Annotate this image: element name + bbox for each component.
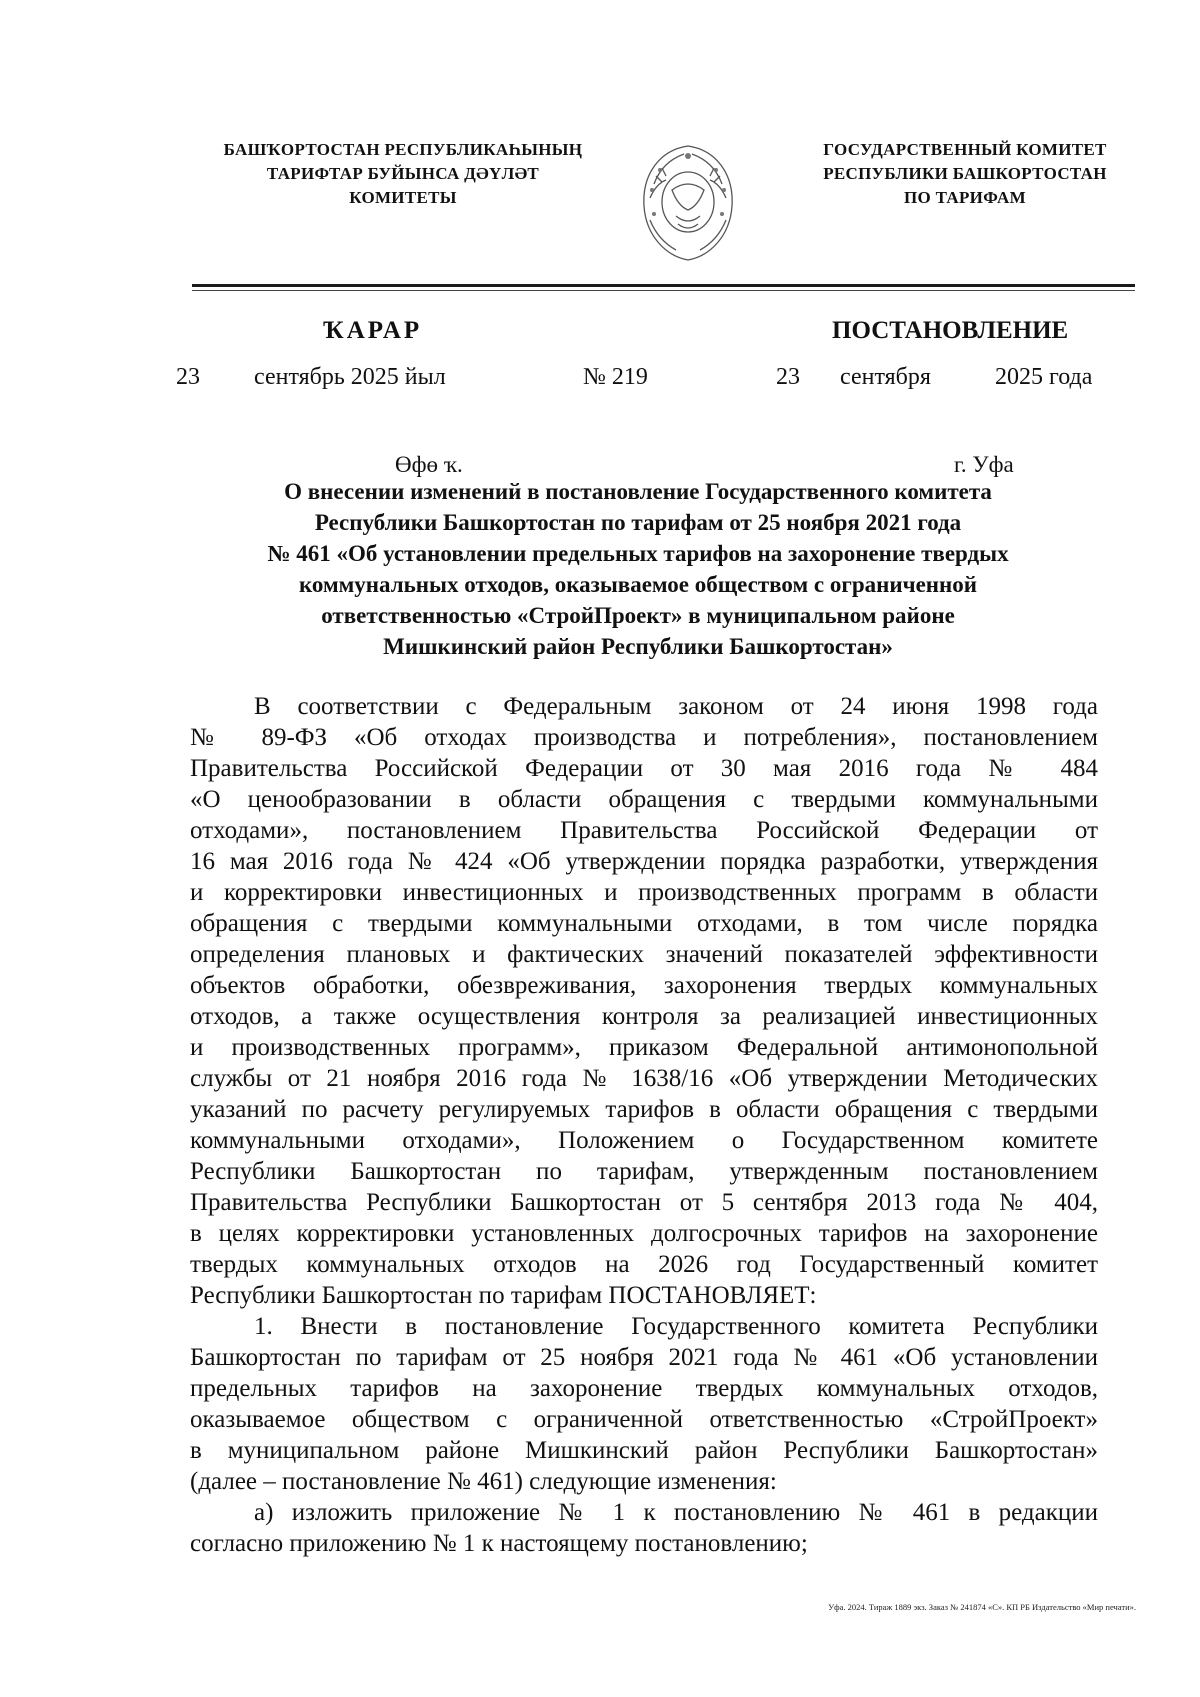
date-year-russian: 2025 года: [995, 364, 1093, 390]
body-line: в муниципальном районе Мишкинский район Республики Башкортостан»: [190, 1437, 1098, 1464]
body-line: (далее – постановление № 461) следующие изменения:: [190, 1468, 777, 1495]
body-line: Правительства Российской Федерации от 30 мая 2016 года № 484: [190, 755, 1098, 782]
place-russian: г. Уфа: [954, 452, 1014, 477]
document-body: [190, 691, 1098, 1559]
org-line: ПО ТАРИФАМ: [904, 188, 1026, 207]
date-day-russian: 23: [776, 364, 800, 390]
body-line: и производственных программ», приказом Федеральной антимонопольной: [190, 1034, 1098, 1061]
header-divider: [192, 284, 1135, 287]
body-line: № 89-ФЗ «Об отходах производства и потребления», постановлением: [190, 724, 1098, 751]
body-line: отходов, а также осуществления контроля за реализацией инвестиционных: [190, 1003, 1098, 1030]
body-line: отходами», постановлением Правительства Российской Федерации от: [190, 817, 1098, 844]
title-line: О внесении изменений в постановление Государственного комитета: [284, 479, 992, 504]
title-line: ответственностью «СтройПроект» в муниципальном районе: [321, 603, 955, 628]
body-line: определения плановых и фактических значений показателей эффективности: [190, 941, 1098, 968]
document-number: № 219: [583, 364, 648, 390]
item-1-paragraph: [190, 1311, 1098, 1497]
body-line: указаний по расчету регулируемых тарифов в области обращения с твердыми: [190, 1096, 1098, 1123]
body-line: обращения с твердыми коммунальными отходами, в том числе порядка: [190, 910, 1098, 937]
body-line: 1. Внести в постановление Государственного комитета Республики: [254, 1313, 1098, 1340]
org-line: РЕСПУБЛИКИ БАШКОРТОСТАН: [823, 164, 1107, 183]
title-line: коммунальных отходов, оказываемое обществом с ограниченной: [298, 572, 978, 597]
org-line: ТАРИФТАР БУЙЫНСА ДӘҮЛӘТ: [266, 164, 540, 183]
body-line: а) изложить приложение № 1 к постановлению № 461 в редакции: [254, 1499, 1098, 1526]
date-day-bashkir: 23: [176, 364, 200, 390]
body-line: предельных тарифов на захоронение твердых коммунальных отходов,: [190, 1375, 1098, 1402]
date-month-russian: сентября: [840, 364, 931, 390]
org-line: ГОСУДАРСТВЕННЫЙ КОМИТЕТ: [823, 140, 1107, 159]
body-line: Правительства Республики Башкортостан от 5 сентября 2013 года № 404,: [190, 1189, 1098, 1216]
body-line: службы от 21 ноября 2016 года № 1638/16 «Об утверждении Методических: [190, 1065, 1098, 1092]
coat-of-arms-icon: [632, 140, 744, 264]
title-line: Мишкинский район Республики Башкортостан»: [383, 634, 893, 659]
body-line: согласно приложению № 1 к настоящему постановлению;: [190, 1530, 808, 1557]
body-line: и корректировки инвестиционных и производственных программ в области: [190, 879, 1098, 906]
body-line: Республики Башкортостан по тарифам ПОСТАНОВЛЯЕТ:: [190, 1282, 817, 1309]
preamble-paragraph: [190, 691, 1098, 1311]
doc-kind-bashkir: ҠАРАР: [323, 317, 423, 344]
doc-kind-russian: ПОСТАНОВЛЕНИЕ: [832, 317, 1069, 344]
place-bashkir: Өфө ҡ.: [395, 452, 463, 477]
body-line: «О ценообразовании в области обращения с твердыми коммунальными: [190, 786, 1098, 813]
body-line: коммунальными отходами», Положением о Государственном комитете: [190, 1127, 1098, 1154]
body-line: Республики Башкортостан по тарифам, утвержденным постановлением: [190, 1158, 1098, 1185]
title-line: № 461 «Об установлении предельных тарифов на захоронение твердых: [267, 541, 1009, 566]
body-line: Башкортостан по тарифам от 25 ноября 2021 года № 461 «Об установлении: [190, 1344, 1098, 1371]
header-divider-thin: [192, 290, 1135, 291]
body-line: объектов обработки, обезвреживания, захоронения твердых коммунальных: [190, 972, 1098, 999]
org-name-russian: [790, 138, 1140, 210]
org-line: КОМИТЕТЫ: [349, 188, 457, 207]
body-line: 16 мая 2016 года № 424 «Об утверждении порядка разработки, утверждения: [190, 848, 1098, 875]
body-line: В соответствии с Федеральным законом от 24 июня 1998 года: [254, 693, 1098, 720]
body-line: твердых коммунальных отходов на 2026 год Государственный комитет: [190, 1251, 1098, 1278]
document-title: [188, 476, 1088, 662]
printer-imprint: Уфа. 2024. Тираж 1889 экз. Заказ № 241874 «С». КП РБ Издательство «Мир печати».: [828, 1602, 1136, 1612]
body-line: оказываемое обществом с ограниченной ответственностью «СтройПроект»: [190, 1406, 1098, 1433]
date-month-year-bashkir: сентябрь 2025 йыл: [254, 364, 446, 390]
org-name-bashkir: [168, 138, 638, 210]
item-1a-paragraph: [190, 1497, 1098, 1559]
org-line: БАШҠОРТОСТАН РЕСПУБЛИКАҺЫНЫҢ: [223, 140, 583, 159]
title-line: Республики Башкортостан по тарифам от 25 ноября 2021 года: [314, 510, 962, 535]
body-line: в целях корректировки установленных долгосрочных тарифов на захоронение: [190, 1220, 1098, 1247]
